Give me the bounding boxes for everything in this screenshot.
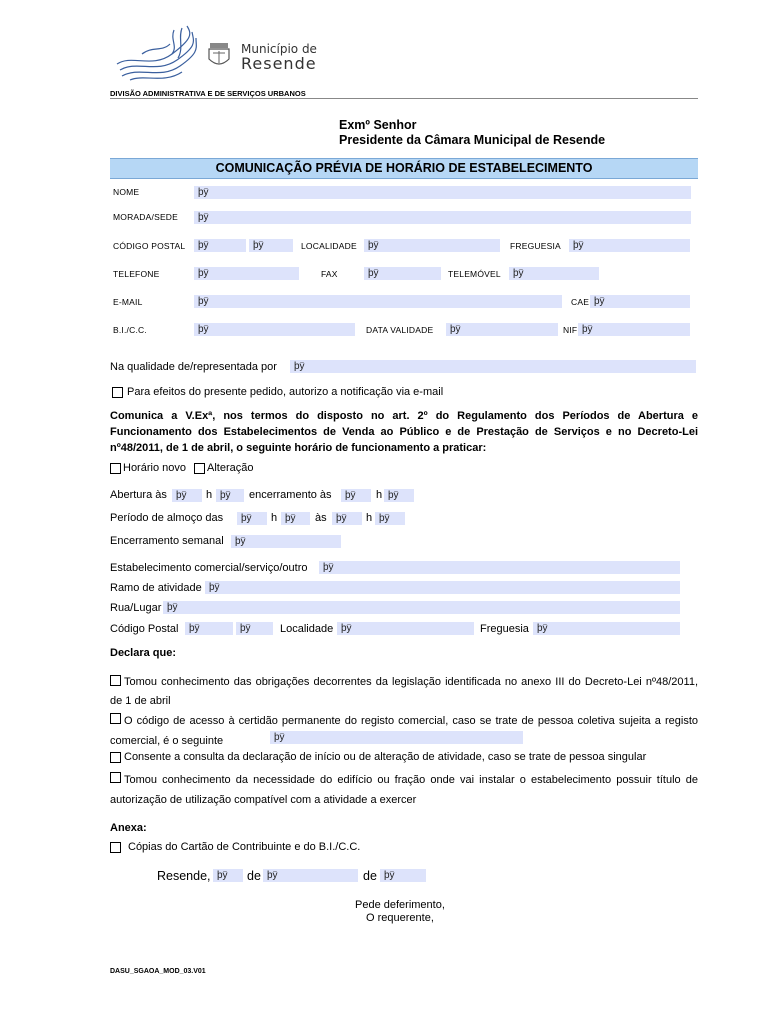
- telefone-field[interactable]: þÿ: [194, 267, 299, 280]
- horario-novo-checkbox[interactable]: [110, 463, 121, 474]
- fax-field[interactable]: þÿ: [364, 267, 441, 280]
- division-title: DIVISÃO ADMINISTRATIVA E DE SERVIÇOS URBANOS: [110, 89, 306, 98]
- declara-item1-text: Tomou conhecimento das obrigações decorrentes da legislação identificada no anexo III do Decreto-Lei nº48/2011, de 1 de abril: [110, 676, 698, 707]
- municipality-name-line2: Resende: [241, 54, 317, 73]
- alteracao-checkbox[interactable]: [194, 463, 205, 474]
- label-fax: FAX: [321, 269, 338, 279]
- nif-field[interactable]: þÿ: [578, 323, 690, 336]
- municipality-name-line1: Município de: [241, 42, 317, 56]
- almoco-fim-hora-field[interactable]: þÿ: [332, 512, 362, 525]
- comunica-paragraph: Comunica a V.Exª, nos termos do disposto no art. 2º do Regulamento dos Períodos de Abertura e Funcionamento dos Estabelecimentos de Venda ao Público e de Prestação de Serviços e no Decreto-Lei nº48/2011, de 1 de abril, o seguinte horário de funcionamento a praticar:: [110, 410, 698, 454]
- nome-field[interactable]: þÿ: [194, 186, 691, 199]
- horario-novo-label: Horário novo: [123, 462, 186, 474]
- label-telefone: TELEFONE: [113, 269, 160, 279]
- de-label-2: de: [363, 869, 377, 883]
- estabelecimento-tipo-field[interactable]: þÿ: [319, 561, 680, 574]
- resende-place: Resende,: [157, 869, 211, 883]
- estab-localidade-label: Localidade: [280, 623, 334, 635]
- almoco-as-label: às: [315, 512, 327, 524]
- ano-field[interactable]: þÿ: [380, 869, 426, 882]
- anexa-item1-text: Cópias do Cartão de Contribuinte e do B.I./C.C.: [128, 841, 361, 853]
- codigo-postal-field-2[interactable]: þÿ: [249, 239, 293, 252]
- certidao-codigo-field[interactable]: þÿ: [270, 731, 523, 744]
- abertura-h-label: h: [206, 489, 213, 501]
- estab-codigo-postal-field-1[interactable]: þÿ: [185, 622, 233, 635]
- requerente: O requerente,: [366, 912, 434, 924]
- almoco-inicio-hora-field[interactable]: þÿ: [237, 512, 267, 525]
- label-bi: B.I./C.C.: [113, 325, 147, 335]
- de-label-1: de: [247, 869, 261, 883]
- label-cae: CAE: [571, 297, 590, 307]
- dia-field[interactable]: þÿ: [213, 869, 243, 882]
- swirl-logo-icon: [112, 24, 202, 86]
- label-nif: NIF: [563, 325, 578, 335]
- label-localidade: LOCALIDADE: [301, 241, 357, 251]
- label-email: E-MAIL: [113, 297, 143, 307]
- label-morada: MORADA/SEDE: [113, 212, 179, 222]
- rua-field[interactable]: þÿ: [163, 601, 680, 614]
- label-nome: NOME: [113, 187, 140, 197]
- almoco-h-label-1: h: [271, 512, 278, 524]
- footer-code: DASU_SGAOA_MOD_03.V01: [110, 968, 206, 975]
- localidade-field[interactable]: þÿ: [364, 239, 500, 252]
- mes-field[interactable]: þÿ: [263, 869, 358, 882]
- almoco-h-label-2: h: [366, 512, 373, 524]
- addressee-line1: Exmº Senhor: [339, 118, 417, 132]
- almoco-label: Período de almoço das: [110, 512, 224, 524]
- encerramento-label: encerramento às: [249, 489, 332, 501]
- declara-item3-checkbox[interactable]: [110, 752, 121, 763]
- almoco-fim-min-field[interactable]: þÿ: [375, 512, 405, 525]
- notificacao-label: Para efeitos do presente pedido, autorizo a notificação via e-mail: [127, 386, 444, 398]
- encerramento-semanal-label: Encerramento semanal: [110, 535, 224, 547]
- alteracao-label: Alteração: [207, 462, 254, 474]
- notificacao-checkbox[interactable]: [112, 387, 123, 398]
- label-data-validade: DATA VALIDADE: [366, 325, 434, 335]
- almoco-inicio-min-field[interactable]: þÿ: [281, 512, 310, 525]
- form-title: COMUNICAÇÃO PRÉVIA DE HORÁRIO DE ESTABELECIMENTO: [110, 158, 698, 179]
- declara-item3-text: Consente a consulta da declaração de início ou de alteração de atividade, caso se trate de pessoa singular: [124, 751, 647, 763]
- email-field[interactable]: þÿ: [194, 295, 562, 308]
- ramo-label: Ramo de atividade: [110, 582, 202, 594]
- freguesia-field[interactable]: þÿ: [569, 239, 690, 252]
- cae-field[interactable]: þÿ: [590, 295, 690, 308]
- estab-codigo-postal-label: Código Postal: [110, 623, 179, 635]
- addressee-line2: Presidente da Câmara Municipal de Resende: [339, 133, 606, 147]
- declara-item2-text: O código de acesso à certidão permanente do registo comercial, caso se trate de pessoa coletiva sujeita a registo comercial, é o seguinte: [110, 715, 698, 747]
- estab-freguesia-field[interactable]: þÿ: [533, 622, 680, 635]
- encerramento-h-label: h: [376, 489, 383, 501]
- anexa-item1-checkbox[interactable]: [110, 842, 121, 853]
- estabelecimento-tipo-label: Estabelecimento comercial/serviço/outro: [110, 562, 308, 574]
- coat-of-arms-icon: [204, 41, 234, 69]
- abertura-hora-field[interactable]: þÿ: [172, 489, 202, 502]
- estab-codigo-postal-field-2[interactable]: þÿ: [236, 622, 273, 635]
- declara-title: Declara que:: [110, 647, 177, 659]
- label-codigo-postal: CÓDIGO POSTAL: [113, 241, 186, 251]
- qualidade-label: Na qualidade de/representada por: [110, 361, 277, 373]
- bi-field[interactable]: þÿ: [194, 323, 355, 336]
- qualidade-field[interactable]: þÿ: [290, 360, 696, 373]
- anexa-title: Anexa:: [110, 822, 147, 834]
- estab-freguesia-label: Freguesia: [480, 623, 529, 635]
- label-freguesia: FREGUESIA: [510, 241, 561, 251]
- abertura-min-field[interactable]: þÿ: [216, 489, 244, 502]
- label-telemovel: TELEMÓVEL: [448, 269, 501, 279]
- header-divider: [110, 98, 698, 99]
- declara-item4-text: Tomou conhecimento da necessidade do edifício ou fração onde vai instalar o estabelecimento possuir título de autorização de utilização compatível com a atividade a exercer: [110, 774, 698, 806]
- pede-deferimento: Pede deferimento,: [355, 899, 445, 911]
- data-validade-field[interactable]: þÿ: [446, 323, 558, 336]
- codigo-postal-field-1[interactable]: þÿ: [194, 239, 246, 252]
- morada-field[interactable]: þÿ: [194, 211, 691, 224]
- telemovel-field[interactable]: þÿ: [509, 267, 599, 280]
- ramo-field[interactable]: þÿ: [205, 581, 680, 594]
- encerramento-min-field[interactable]: þÿ: [384, 489, 414, 502]
- encerramento-hora-field[interactable]: þÿ: [341, 489, 371, 502]
- estab-localidade-field[interactable]: þÿ: [337, 622, 474, 635]
- encerramento-semanal-field[interactable]: þÿ: [231, 535, 341, 548]
- rua-label: Rua/Lugar: [110, 602, 162, 614]
- abertura-label: Abertura às: [110, 489, 167, 501]
